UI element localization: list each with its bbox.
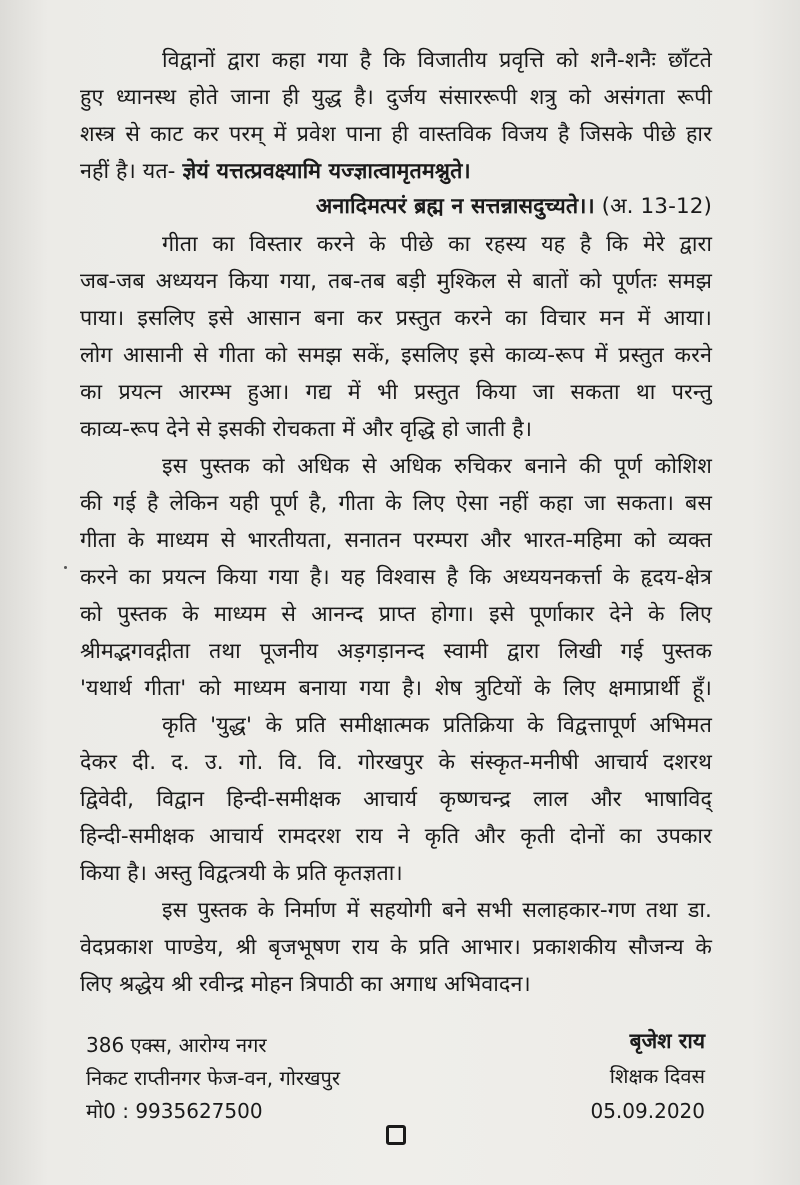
text-line: कृति 'युद्ध' के प्रति समीक्षात्मक प्रतिक्रिया के विद्वत्तापूर्ण अभिमत bbox=[162, 713, 712, 738]
text-line: काव्य-रूप देने से इसकी रोचकता में और वृद्धि हो जाती है। bbox=[80, 417, 533, 442]
text-line: वेदप्रकाश पाण्डेय, श्री बृजभूषण राय के प्रति आभार। प्रकाशकीय सौजन्य के bbox=[80, 935, 712, 960]
verse-line-1: ज्ञेयं यत्तत्प्रवक्ष्यामि यज्ज्ञात्वामृतमश्नुते। bbox=[182, 159, 471, 184]
verse-line-2-row bbox=[80, 190, 712, 224]
signature-date: 05.09.2020 bbox=[590, 1099, 705, 1123]
text-line: करने का प्रयत्न किया गया है। यह विश्वास है कि अध्ययनकर्त्ता के हृदय-क्षेत्र bbox=[80, 565, 712, 590]
signature-occasion: शिक्षक दिवस bbox=[609, 1064, 705, 1088]
verse-reference: (अ. 13-12) bbox=[601, 194, 712, 219]
text-line: किया है। अस्तु विद्वत्त्रयी के प्रति कृतज्ञता। bbox=[80, 861, 403, 886]
text-line: जब-जब अध्ययन किया गया, तब-तब बड़ी मुश्किल से बातों को पूर्णतः समझ bbox=[80, 269, 712, 294]
text-line: हिन्दी-समीक्षक आचार्य रामदरश राय ने कृति और कृती दोनों का उपकार bbox=[80, 824, 712, 849]
verse-intro: नहीं है। यत- bbox=[80, 159, 176, 184]
text-line: हुए ध्यानस्थ होते जाना ही युद्ध है। दुर्जय संसाररूपी शत्रु को असंगता रूपी bbox=[80, 85, 712, 110]
text-line: पाया। इसलिए इसे आसान बना कर प्रस्तुत करने का विचार मन में आया। bbox=[80, 306, 712, 331]
text-line: 'यथार्थ गीता' को माध्यम बनाया गया है। शेष त्रुटियों के लिए क्षमाप्रार्थी हूँ। bbox=[80, 676, 712, 701]
text-line: का प्रयत्न आरम्भ हुआ। गद्य में भी प्रस्तुत किया जा सकता था परन्तु bbox=[80, 380, 712, 405]
phone-number: मो0 : 9935627500 bbox=[86, 1099, 263, 1123]
text-line: गीता के माध्यम से भारतीयता, सनातन परम्परा और भारत-महिमा को व्यक्त bbox=[80, 528, 712, 553]
text-line: श्रीमद्भगवद्गीता तथा पूजनीय अड़गड़ानन्द स्वामी द्वारा लिखी गई पुस्तक bbox=[80, 639, 712, 664]
author-name: बृजेश राय bbox=[629, 1029, 705, 1053]
text-line: द्विवेदी, विद्वान हिन्दी-समीक्षक आचार्य कृष्णचन्द्र लाल और भाषाविद् bbox=[80, 787, 712, 812]
verse-intro-line bbox=[80, 155, 712, 189]
text-line: इस पुस्तक के निर्माण में सहयोगी बने सभी सलाहकार-गण तथा डा. bbox=[162, 898, 712, 923]
text-line: की गई है लेकिन यही पूर्ण है, गीता के लिए ऐसा नहीं कहा जा सकता। बस bbox=[80, 491, 712, 516]
address-line-2: निकट राप्तीनगर फेज-वन, गोरखपुर bbox=[86, 1066, 341, 1090]
address-line-1: 386 एक्स, आरोग्य नगर bbox=[86, 1033, 267, 1057]
text-line: गीता का विस्तार करने के पीछे का रहस्य यह है कि मेरे द्वारा bbox=[162, 232, 712, 257]
text-line: लोग आसानी से गीता को समझ सकें, इसलिए इसे काव्य-रूप में प्रस्तुत करने bbox=[80, 343, 712, 368]
verse-line-2: अनादिमत्परं ब्रह्म न सत्तन्नासदुच्यते।। bbox=[315, 194, 595, 219]
text-line: देकर दी. द. उ. गो. वि. वि. गोरखपुर के संस्कृत-मनीषी आचार्य दशरथ bbox=[80, 750, 712, 775]
text-line: लिए श्रद्धेय श्री रवीन्द्र मोहन त्रिपाठी का अगाध अभिवादन। bbox=[80, 972, 531, 997]
paper-speck bbox=[64, 566, 67, 569]
text-line: को पुस्तक के माध्यम से आनन्द प्राप्त होगा। इसे पूर्णाकार देने के लिए bbox=[80, 602, 712, 627]
end-square-icon bbox=[386, 1125, 406, 1145]
text-line: शस्त्र से काट कर परम् में प्रवेश पाना ही वास्तविक विजय है जिसके पीछे हार bbox=[80, 122, 712, 147]
text-line: विद्वानों द्वारा कहा गया है कि विजातीय प्रवृत्ति को शनै-शनैः छाँटते bbox=[162, 48, 712, 73]
text-line: इस पुस्तक को अधिक से अधिक रुचिकर बनाने की पूर्ण कोशिश bbox=[162, 454, 712, 479]
